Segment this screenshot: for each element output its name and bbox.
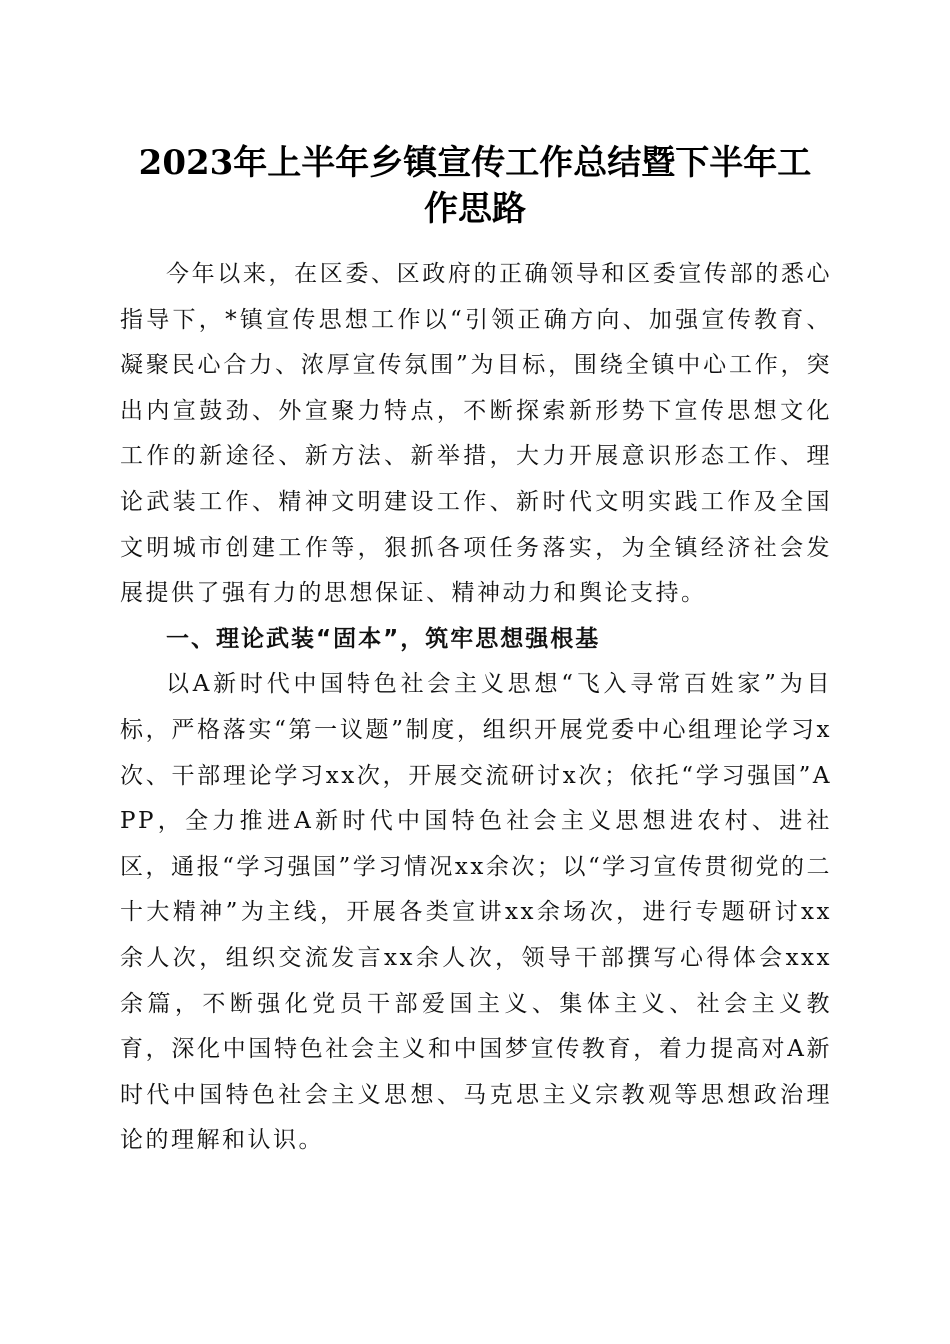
title-line-1: 2023年上半年乡镇宣传工作总结暨下半年工 [138, 143, 812, 183]
section-1-paragraph: 以A新时代中国特色社会主义思想“飞入寻常百姓家”为目标，严格落实“第一议题”制度，组织开展党委中心组理论学习x次、干部理论学习xx次，开展交流研讨x次；依托“学习强国”APP，全力推进A新时代中国特色社会主义思想进农村、进社区，通报“学习强国”学习情况xx余次；以“学习宣传贯彻党的二十大精神”为主线，开展各类宣讲xx余场次，进行专题研讨xx余人次，组织交流发言xx余人次，领导干部撰写心得体会xxx余篇，不断强化党员干部爱国主义、集体主义、社会主义教育，深化中国特色社会主义和中国梦宣传教育，着力提高对A新时代中国特色社会主义思想、马克思主义宗教观等思想政治理论的理解和认识。 [120, 671, 832, 1154]
title-line-2: 作思路 [424, 189, 526, 229]
document-body [120, 252, 832, 1164]
document-title [100, 140, 850, 232]
section-1-heading: 一、理论武装“固本”，筑牢思想强根基 [166, 625, 601, 652]
intro-paragraph: 今年以来，在区委、区政府的正确领导和区委宣传部的悉心指导下，*镇宣传思想工作以“引领正确方向、加强宣传教育、凝聚民心合力、浓厚宣传氛围”为目标，围绕全镇中心工作，突出内宣鼓劲、外宣聚力特点，不断探索新形势下宣传思想文化工作的新途径、新方法、新举措，大力开展意识形态工作、理论武装工作、精神文明建设工作、新时代文明实践工作及全国文明城市创建工作等，狠抓各项任务落实，为全镇经济社会发展提供了强有力的思想保证、精神动力和舆论支持。 [120, 261, 832, 607]
